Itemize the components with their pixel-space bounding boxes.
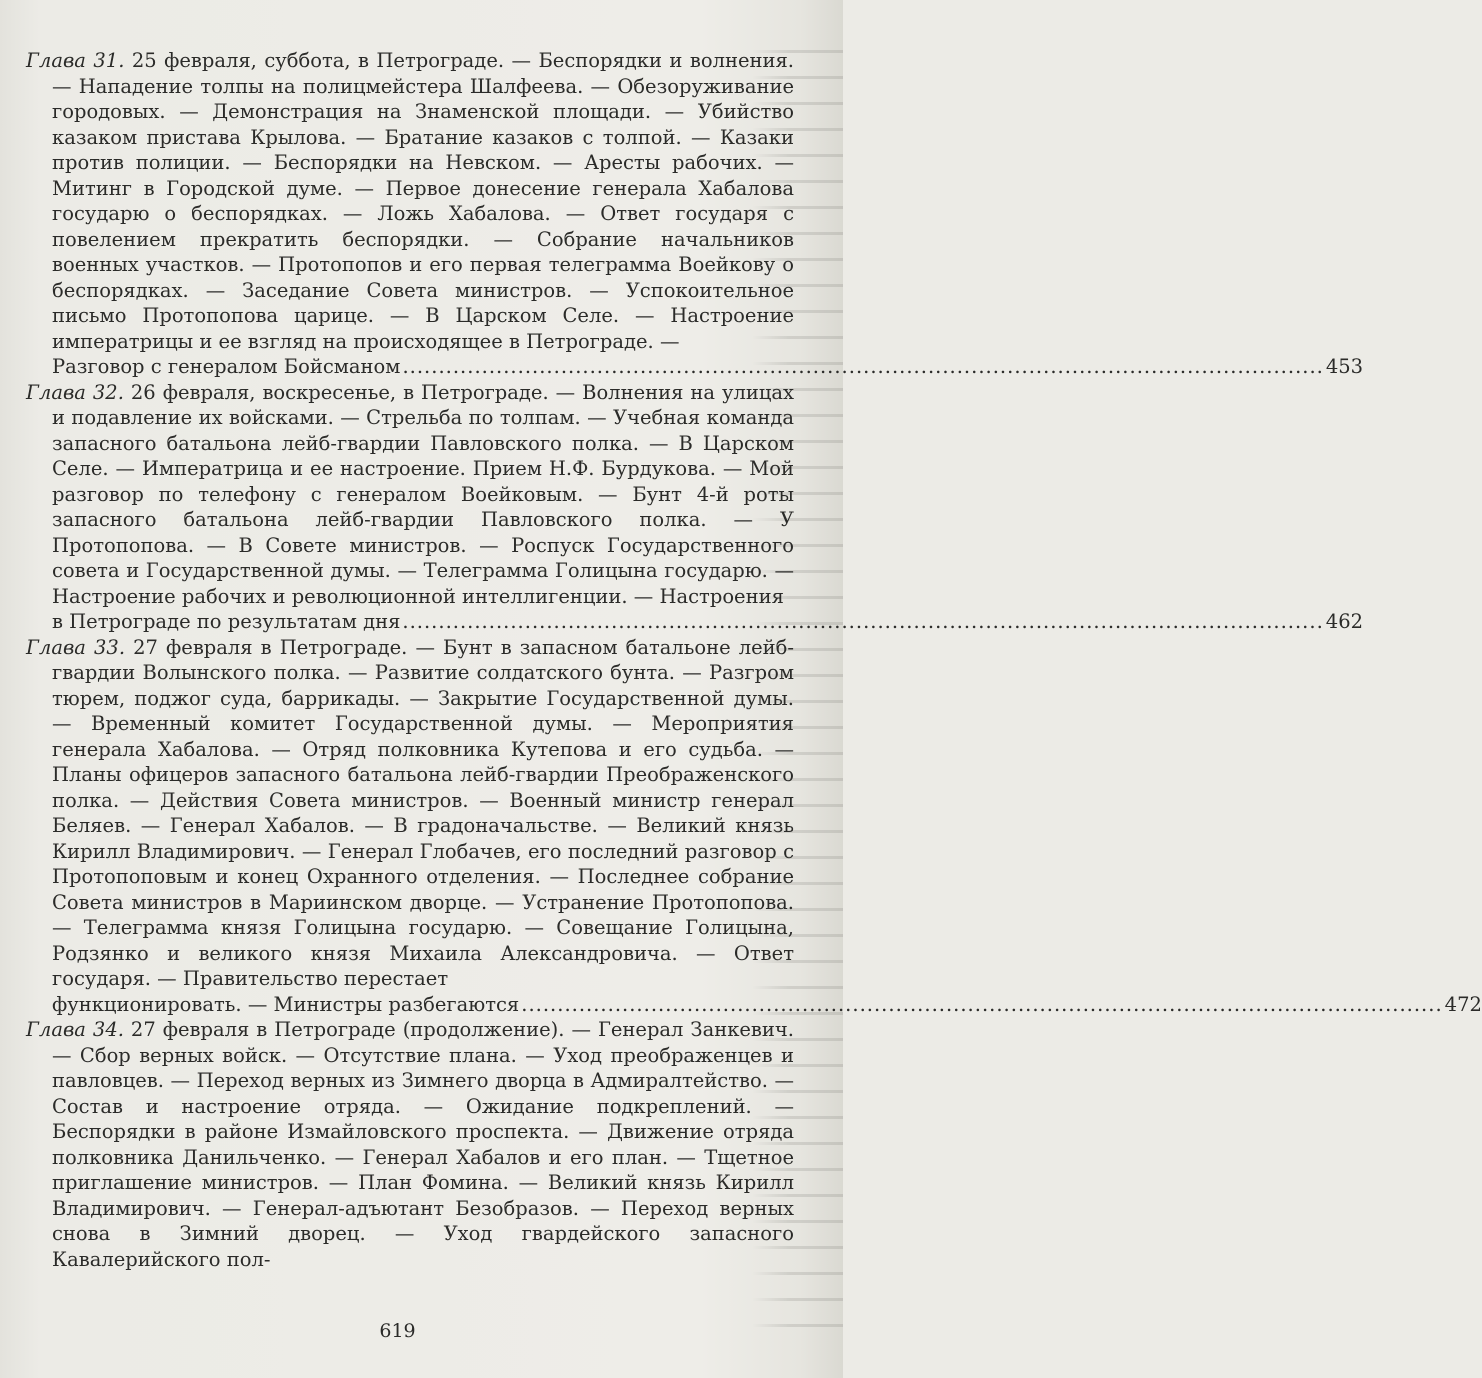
chapter-summary: 27 февраля в Петрограде (продолжение). — Генерал Занкевич. — Сбор верных войск. — Отсутствие плана. — Уход преображенцев и павловцев. — Переход верных из Зимнего дворца в Адмиралтейство. — Состав и настроение отряда. — Ожидание подкреплений. — Беспорядки в районе Измайловского проспекта. — Движение отряда полковника Данильченко. — Генерал Хабалов и его план. — Тщетное приглашение министров. — План Фомина. — Великий князь Кирилл Владимирович. — Генерал-адъютант Безобразов. — Переход верных снова в Зимний дворец. — Уход гвардейского запасного Кавалерийского пол- [52,1018,794,1271]
chapter-summary: 25 февраля, суббота, в Петрограде. — Беспорядки и волнения. — Нападение толпы на полицмейстера Шалфеева. — Обезоруживание городовых. — Демонстрация на Знаменской площади. — Убийство казаком пристава Крылова. — Братание казаков с толпой. — Казаки против полиции. — Беспорядки на Невском. — Аресты рабочих. — Митинг в Городской думе. — Первое донесение генерала Хабалова государю о беспорядках. — Ложь Хабалова. — Ответ государя с повелением прекратить беспорядки. — Собрание начальников военных участков. — Протопопов и его первая телеграмма Воейкову о беспорядках. — Заседание Совета министров. — Успокоительное письмо Протопопова царице. — В Царском Селе. — Настроение императрицы и ее взгляд на происходящее в Петрограде. — [52,49,794,353]
chapter-summary-end: в Петрограде по результатам дня [52,610,401,633]
chapter-summary-end: Разговор с генералом Бойсманом [52,355,401,378]
chapter-summary-end: функционировать. — Министры разбегаются [52,992,520,1016]
chapter-label: Глава 31. [26,49,125,72]
toc-entry-chapter-33-last-line [26,992,1482,1018]
chapter-summary: 27 февраля в Петрограде. — Бунт в запасном батальоне лейб-гвардии Волынского полка. — Развитие солдатского бунта. — Разгром тюрем, поджог суда, баррикады. — Закрытие Государственной думы. — Временный комитет Государственной думы. — Мероприятия генерала Хабалова. — Отряд полковника Кутепова и его судьба. — Планы офицеров запасного батальона лейб-гвардии Преображенского полка. — Действия Совета министров. — Военный министр генерал Беляев. — Генерал Хабалов. — В градоначальстве. — Великий князь Кирилл Владимирович. — Генерал Глобачев, его последний разговор с Протопоповым и конец Охранного отделения. — Последнее собрание Совета министров в Мариинском дворце. — Устранение Протопопова. — Телеграмма князя Голицына государю. — Совещание Голицына, Родзянко и великого князя Михаила Александровича. — Ответ государя. — Правительство перестает [52,635,794,990]
chapter-page-number: 453 [1325,355,1364,378]
table-of-contents [26,48,1482,1272]
chapter-label: Глава 32. [26,380,124,404]
toc-entry-chapter-31 [26,48,794,354]
dot-leader: ................................................................................................................................ [521,992,1443,1016]
toc-entry-chapter-32-last-line [26,609,1364,635]
dot-leader: ................................................................................................................................ [402,355,1324,378]
dot-leader: ................................................................................................................................ [402,610,1324,633]
toc-entry-chapter-34 [26,1017,794,1272]
chapter-label: Глава 33. [26,635,126,659]
toc-entry-chapter-32 [26,380,794,610]
page-number: 619 [379,1320,416,1342]
toc-entry-chapter-31-last-line [26,354,1364,380]
chapter-label: Глава 34. [26,1018,124,1041]
toc-entry-chapter-33 [26,635,794,992]
chapter-page-number: 462 [1325,610,1364,633]
chapter-summary: 26 февраля, воскресенье, в Петрограде. — Волнения на улицах и подавление их войсками. — Стрельба по толпам. — Учебная команда запасного батальона лейб-гвардии Павловского полка. — В Царском Селе. — Императрица и ее настроение. Прием Н.Ф. Бурдукова. — Мой разговор по телефону с генералом Воейковым. — Бунт 4-й роты запасного батальона лейб-гвардии Павловского полка. — У Протопопова. — В Совете министров. — Роспуск Государственного совета и Государственной думы. — Телеграмма Голицына государю. — Настроение рабочих и революционной интеллигенции. — Настроения [52,380,795,608]
chapter-page-number: 472 [1444,992,1482,1016]
